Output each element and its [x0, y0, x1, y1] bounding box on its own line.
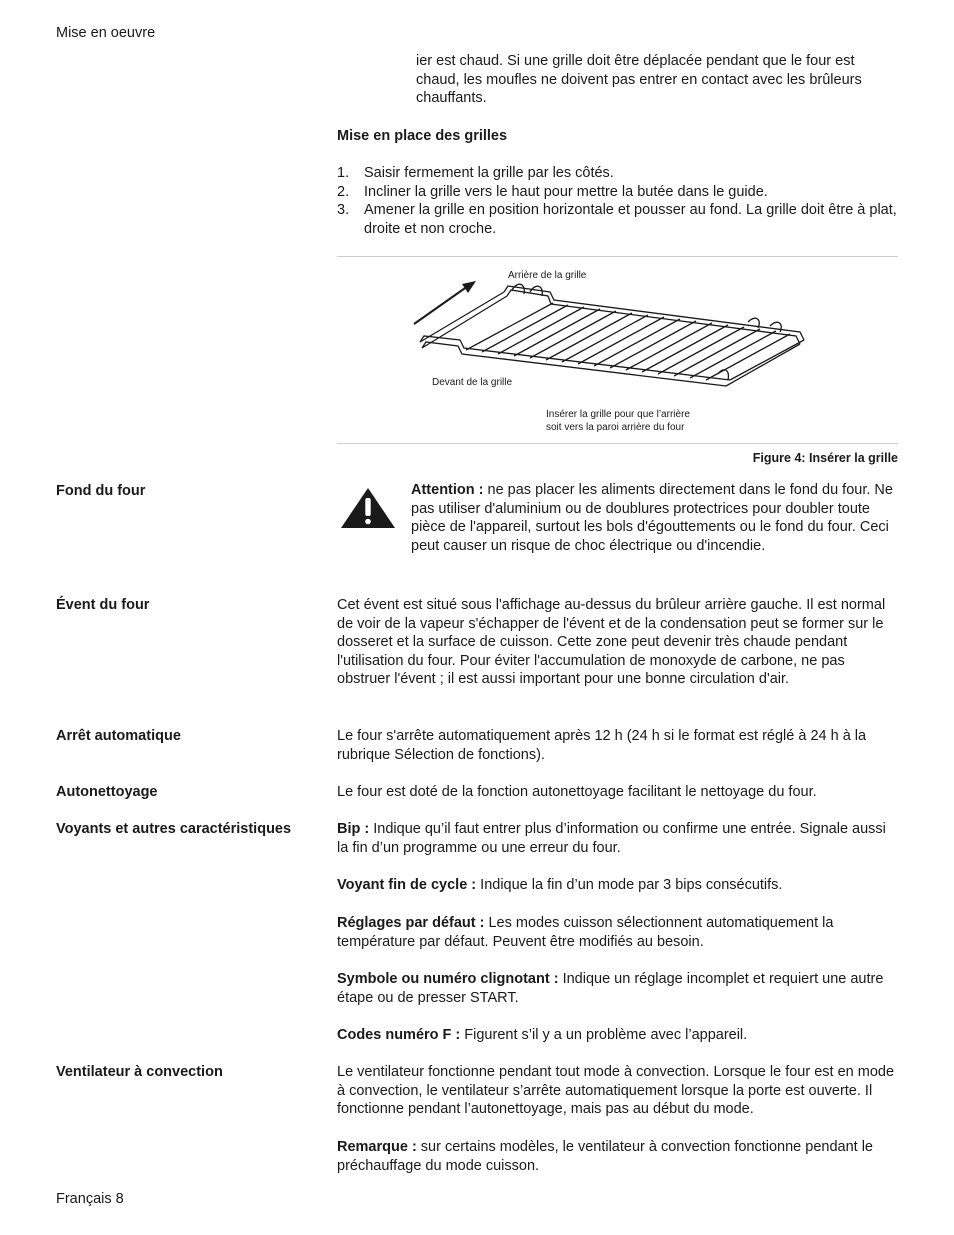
- definition: Indique un réglage incomplet et requiert une autre étape ou de presser START.: [337, 971, 884, 1006]
- section-label-voyants: Voyants et autres caractéristiques: [56, 821, 292, 837]
- definition: Figurent s’il y a un problème avec l’appareil.: [460, 1027, 748, 1043]
- section-label-arret: Arrêt automatique: [56, 728, 181, 744]
- figure-bottom-rule: [337, 443, 898, 444]
- voyant-item-reglages: [337, 914, 899, 951]
- list-item: [337, 201, 899, 238]
- step-number: 3.: [337, 202, 350, 219]
- attention-label: Attention :: [411, 482, 484, 498]
- definition: Indique qu’il faut entrer plus d’information ou confirme une entrée. Signale aussi la fin d’un programme ou une erreur du four.: [337, 821, 886, 856]
- event-paragraph: Cet évent est situé sous l'affichage au-dessus du brûleur arrière gauche. Il est normal de voir de la vapeur s'échapper de l'évent et de la condensation peut se former sur le dosseret et la surface de cuisson. Cette zone peut devenir très chaude pendant l'utilisation du four. Pour éviter l'accumulation de monoxyde de carbone, ne pas obstruer l'évent ; il est aussi important pour une bonne circulation d'air.: [337, 597, 886, 688]
- voyant-item-codes-f: [337, 1026, 899, 1045]
- oven-rack-illustration: [400, 262, 820, 440]
- section-label-fond: Fond du four: [56, 483, 146, 499]
- list-item: [337, 164, 899, 183]
- label-insert-line1: Insérer la grille pour que l’arrière: [546, 409, 690, 420]
- figure-top-rule: [337, 256, 898, 257]
- arret-paragraph: Le four s'arrête automatiquement après 12 h (24 h si le format est réglé à 24 h à la rubrique Sélection de fonctions).: [337, 728, 867, 763]
- voyant-item-fin-cycle: [337, 876, 899, 895]
- term: Codes numéro F :: [337, 1027, 461, 1043]
- rack-steps-list: [337, 164, 899, 238]
- term: Réglages par défaut :: [337, 915, 485, 931]
- note-text: sur certains modèles, le ventilateur à convection fonctionne pendant le préchauffage du mode cuisson.: [337, 1139, 874, 1174]
- attention-paragraph: [411, 481, 899, 555]
- ventilateur-paragraph: Le ventilateur fonctionne pendant tout mode à convection. Lorsque le four est en mode à convection, le ventilateur s’arrête automatiquement lorsque la porte est ouverte. Il fonctionne pendant l’autonettoyage, mais pas au début du mode.: [337, 1064, 895, 1118]
- voyant-item-bip: [337, 820, 899, 857]
- note-label: Remarque :: [337, 1139, 417, 1155]
- term: Voyant fin de cycle :: [337, 877, 477, 893]
- step-number: 1.: [337, 165, 350, 181]
- definition: Indique la fin d’un mode par 3 bips consécutifs.: [476, 877, 783, 893]
- intro-paragraph: ier est chaud. Si une grille doit être déplacée pendant que le four est chaud, les moufles ne doivent pas entrer en contact avec les brûleurs chauffants.: [416, 53, 862, 107]
- attention-text: ne pas placer les aliments directement dans le fond du four. Ne pas utiliser d'aluminium ou de doublures protectrices pour doubler toute pièce de l'appareil, surtout les bols d'égouttements ou le fond du four. Ceci peut causer un risque de choc électrique ou d'incendie.: [411, 482, 893, 554]
- figure-caption: Figure 4: Insérer la grille: [752, 451, 898, 465]
- step-text: Incliner la grille vers le haut pour mettre la butée dans le guide.: [364, 183, 768, 200]
- step-text: Saisir fermement la grille par les côtés.: [364, 165, 614, 181]
- section-label-ventilateur: Ventilateur à convection: [56, 1064, 223, 1080]
- label-front-of-rack: Devant de la grille: [432, 377, 513, 388]
- label-back-of-rack: Arrière de la grille: [508, 270, 587, 281]
- warning-triangle-icon: [339, 486, 397, 530]
- ventilateur-note: [337, 1138, 899, 1175]
- section-label-autonettoyage: Autonettoyage: [56, 784, 158, 800]
- rack-drawing: [420, 284, 804, 386]
- term: Bip :: [337, 821, 370, 837]
- page-footer-number: Français 8: [56, 1191, 124, 1207]
- step-text: Amener la grille en position horizontale et pousser au fond. La grille doit être à plat, droite et non croche.: [364, 202, 897, 237]
- definition: Les modes cuisson sélectionnent automatiquement la température par défaut. Peuvent être modifiés au besoin.: [337, 915, 834, 950]
- autonettoyage-paragraph: Le four est doté de la fonction autonettoyage facilitant le nettoyage du four.: [337, 784, 817, 800]
- insert-direction-arrow-icon: [414, 281, 476, 324]
- section-label-event: Évent du four: [56, 597, 150, 613]
- rack-placement-heading: Mise en place des grilles: [337, 128, 508, 144]
- step-number: 2.: [337, 183, 350, 200]
- term: Symbole ou numéro clignotant :: [337, 971, 559, 987]
- page-header-section: Mise en oeuvre: [56, 25, 156, 41]
- voyant-item-symbole: [337, 970, 899, 1007]
- label-insert-line2: soit vers la paroi arrière du four: [546, 422, 685, 433]
- list-item: [337, 183, 899, 202]
